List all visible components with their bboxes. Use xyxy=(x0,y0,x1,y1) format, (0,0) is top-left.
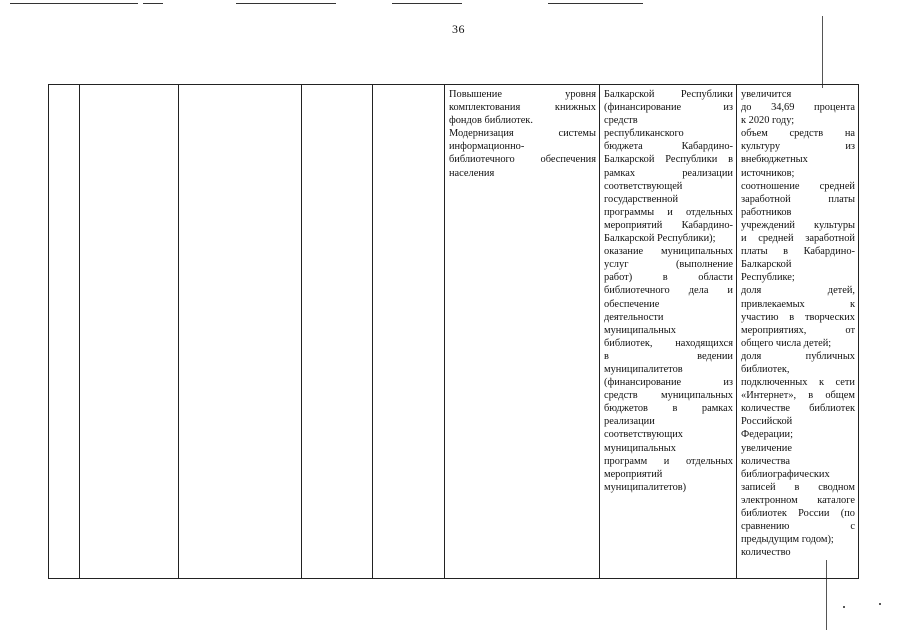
text-line: (финансирование из xyxy=(604,377,733,389)
scan-artifact-line xyxy=(548,3,643,4)
text-line: (финансирование из xyxy=(604,102,733,114)
text-line: Повышение уровня xyxy=(449,89,596,100)
text-line: оказание муниципальных xyxy=(604,246,733,258)
text-line: реализации xyxy=(604,416,655,428)
text-line: заработной платы xyxy=(741,193,855,205)
text-line: Балкарской Республики в xyxy=(604,154,733,166)
text-line: муниципалитетов xyxy=(604,363,683,375)
text-line: деятельности xyxy=(604,311,664,323)
text-line: подключенных к сети xyxy=(741,377,855,389)
text-line: Балкарской Республики xyxy=(604,89,733,100)
text-line: библиотечного обеспечения xyxy=(449,154,596,166)
scan-artifact-line xyxy=(143,3,163,4)
text-line: электронном каталоге xyxy=(741,494,855,506)
scan-fold-line xyxy=(822,16,823,88)
text-line: соотношение средней xyxy=(741,180,855,192)
text-line: до 34,69 процента xyxy=(741,102,855,114)
text-line: библиографических xyxy=(741,468,830,480)
text-line: населения xyxy=(449,167,495,179)
table-cell-1 xyxy=(49,85,80,579)
scan-speck xyxy=(879,603,881,605)
text-line: общего числа детей; xyxy=(741,337,832,349)
text-line: объем средств на xyxy=(741,128,855,140)
text-line: Российской xyxy=(741,416,793,428)
text-line: количество xyxy=(741,547,791,559)
table-cell-indicators xyxy=(737,85,859,579)
table-cell-3 xyxy=(179,85,302,579)
text-line: соответствующей xyxy=(604,180,683,192)
text-line: платы в Кабардино- xyxy=(741,246,855,258)
page-number: 36 xyxy=(452,22,465,36)
scan-speck xyxy=(843,606,845,608)
text-line: Федерации; xyxy=(741,429,793,441)
table-cell-objectives xyxy=(445,85,600,579)
text-line: Балкарской Республики); xyxy=(604,233,716,245)
text-line: рамках реализации xyxy=(604,167,733,179)
table-cell-2 xyxy=(80,85,179,579)
text-line: и средней заработной xyxy=(741,233,855,245)
text-line: муниципалитетов) xyxy=(604,481,687,493)
text-line: в ведении xyxy=(604,350,733,362)
program-table xyxy=(48,84,859,579)
text-line: сравнению с xyxy=(741,521,855,533)
text-line: обеспечение xyxy=(604,298,660,310)
text-line: государственной xyxy=(604,193,679,205)
text-line: участию в творческих xyxy=(741,311,855,323)
financing-text xyxy=(604,88,733,494)
table-cell-5 xyxy=(373,85,445,579)
text-line: программы и отдельных xyxy=(604,206,733,218)
text-line: количества xyxy=(741,455,790,467)
text-line: культуру из xyxy=(741,141,855,153)
text-line: услуг (выполнение xyxy=(604,259,733,271)
scan-artifact-line xyxy=(236,3,336,4)
text-line: республиканского xyxy=(604,128,684,140)
text-line: записей в сводном xyxy=(741,481,855,493)
text-line: библиотечного дела и xyxy=(604,285,733,297)
text-line: библиотек, xyxy=(741,363,790,375)
text-line: средств xyxy=(604,115,638,127)
indicators-text xyxy=(741,88,855,559)
text-line: комплектования книжных xyxy=(449,102,596,114)
text-line: привлекаемых к xyxy=(741,298,855,310)
text-line: бюджетов в рамках xyxy=(604,403,733,415)
table-row xyxy=(49,85,859,579)
text-line: Балкарской xyxy=(741,259,792,271)
text-line: фондов библиотек. xyxy=(449,115,533,127)
text-line: «Интернет», в общем xyxy=(741,390,855,402)
text-line: средств муниципальных xyxy=(604,390,733,402)
text-line: источников; xyxy=(741,167,795,179)
text-line: Модернизация системы xyxy=(449,128,596,140)
text-line: доля детей, xyxy=(741,285,855,297)
text-line: библиотек, находящихся xyxy=(604,337,733,349)
text-line: бюджета Кабардино- xyxy=(604,141,733,153)
text-line: доля публичных xyxy=(741,350,855,362)
text-line: увеличение xyxy=(741,442,792,454)
text-line: работ) в области xyxy=(604,272,733,284)
table-cell-financing xyxy=(600,85,737,579)
text-line: работников xyxy=(741,206,792,218)
text-line: программ и отдельных xyxy=(604,455,733,467)
text-line: увеличится xyxy=(741,89,792,100)
text-line: учреждений культуры xyxy=(741,219,855,231)
table-cell-4 xyxy=(302,85,373,579)
text-line: мероприятий xyxy=(604,468,663,480)
text-line: внебюджетных xyxy=(741,154,808,166)
text-line: Республике; xyxy=(741,272,795,284)
text-line: библиотек России (по xyxy=(741,508,855,519)
objectives-text xyxy=(449,88,596,180)
scan-artifact-line xyxy=(392,3,462,4)
text-line: информационно- xyxy=(449,141,525,153)
scan-artifact-line xyxy=(10,3,138,4)
text-line: мероприятий Кабардино- xyxy=(604,219,733,231)
text-line: соответствующих xyxy=(604,429,683,441)
text-line: мероприятиях, от xyxy=(741,324,855,336)
text-line: муниципальных xyxy=(604,442,676,454)
text-line: к 2020 году; xyxy=(741,115,795,127)
text-line: муниципальных xyxy=(604,324,676,336)
text-line: предыдущим годом); xyxy=(741,534,834,546)
text-line: количестве библиотек xyxy=(741,403,855,415)
